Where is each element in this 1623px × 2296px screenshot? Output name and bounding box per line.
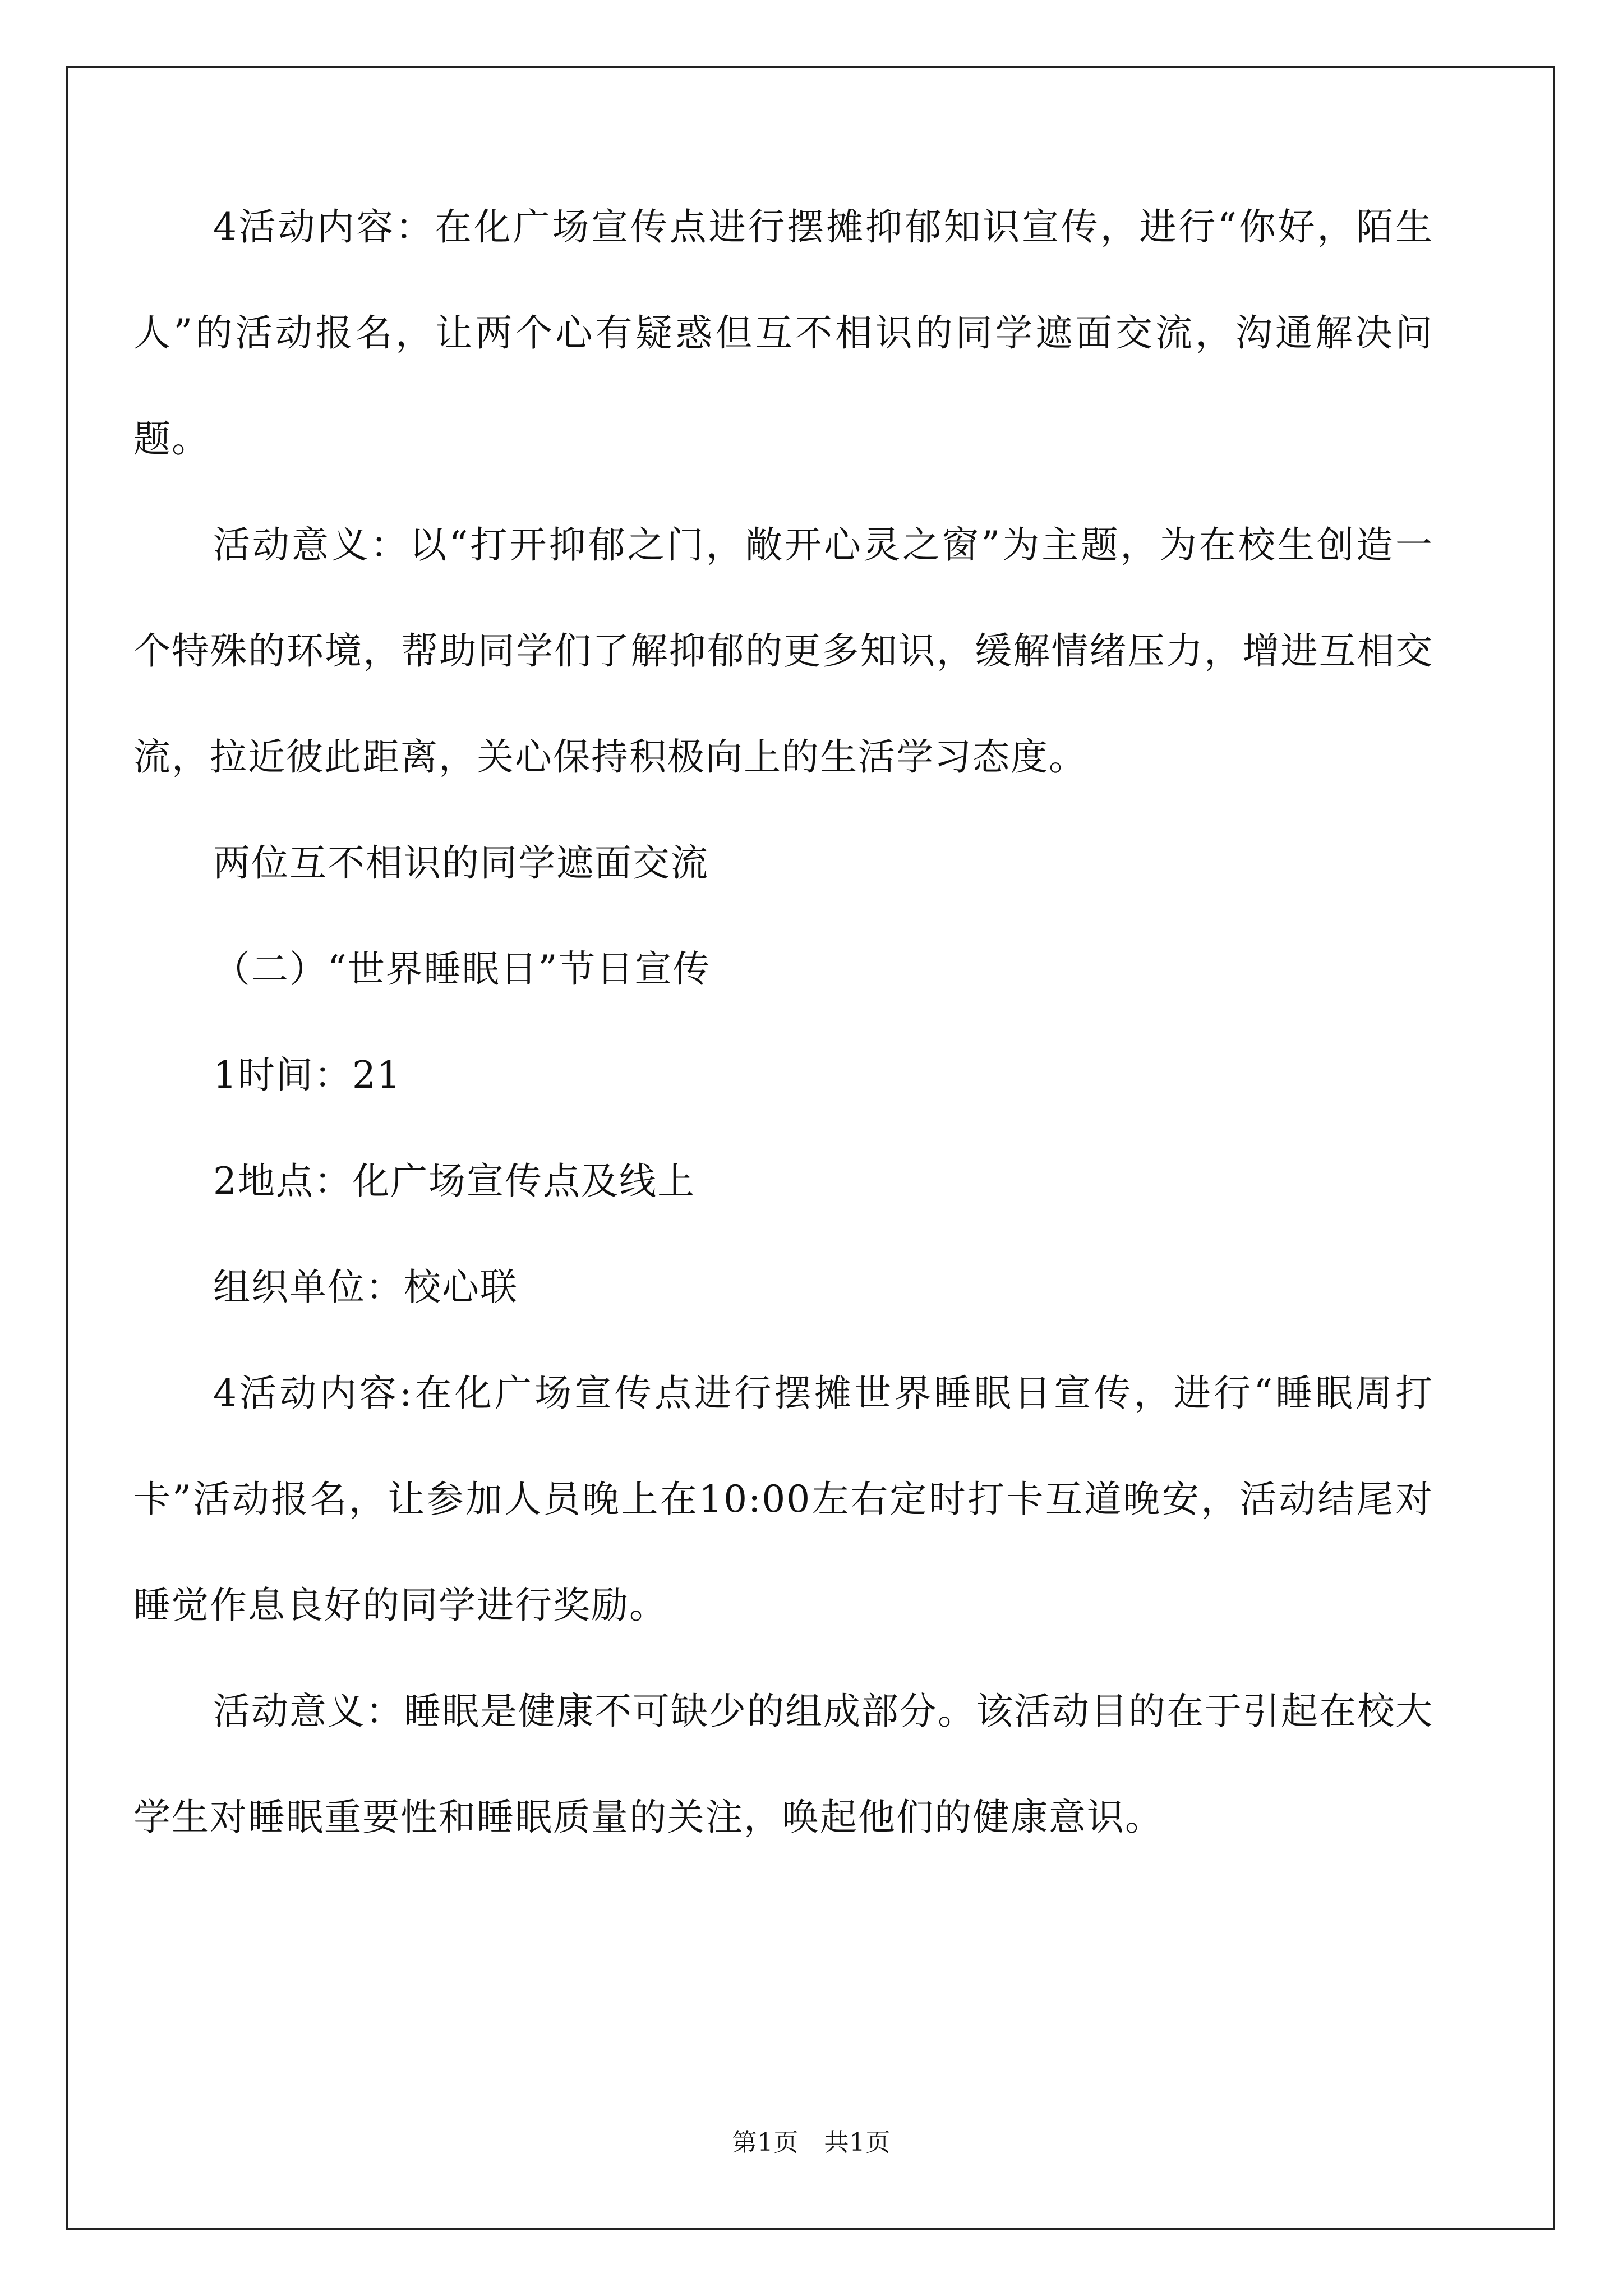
paragraph-activity-meaning-1: 活动意义：以“打开抑郁之门，敞开心灵之窗”为主题，为在校生创造一个特殊的环境，帮助同学们了解抑郁的更多知识，缓解情绪压力，增进互相交流，拉近彼此距离，关心保持积极向上的生活学习态度。 bbox=[133, 523, 1433, 779]
paragraph-activity-meaning-2: 活动意义：睡眠是健康不可缺少的组成部分。该活动目的在于引起在校大学生对睡眠重要性和睡眠质量的关注，唤起他们的健康意识。 bbox=[133, 1690, 1433, 1839]
paragraph-time: 1时间：21 bbox=[213, 1053, 402, 1097]
paragraph-activity-content-2: 4活动内容:在化广场宣传点进行摆摊世界睡眠日宣传，进行“睡眠周打卡”活动报名，让参加人员晚上在10:00左右定时打卡互道晚安，活动结尾对睡觉作息良好的同学进行奖励。 bbox=[133, 1372, 1433, 1627]
paragraph-organizer: 组织单位：校心联 bbox=[213, 1266, 518, 1309]
paragraph-location: 2地点：化广场宣传点及线上 bbox=[213, 1159, 695, 1203]
section-heading-sleep-day: （二）“世界睡眠日”节日宣传 bbox=[213, 947, 711, 991]
paragraph-photo-caption: 两位互不相识的同学遮面交流 bbox=[213, 841, 709, 885]
page-number-footer: 第1页 共1页 bbox=[732, 2128, 891, 2157]
paragraph-activity-content-1: 4活动内容：在化广场宣传点进行摆摊抑郁知识宣传，进行“你好，陌生人”的活动报名，让两个心有疑惑但互不相识的同学遮面交流，沟通解决问题。 bbox=[133, 205, 1433, 461]
document-body bbox=[133, 174, 1433, 1870]
